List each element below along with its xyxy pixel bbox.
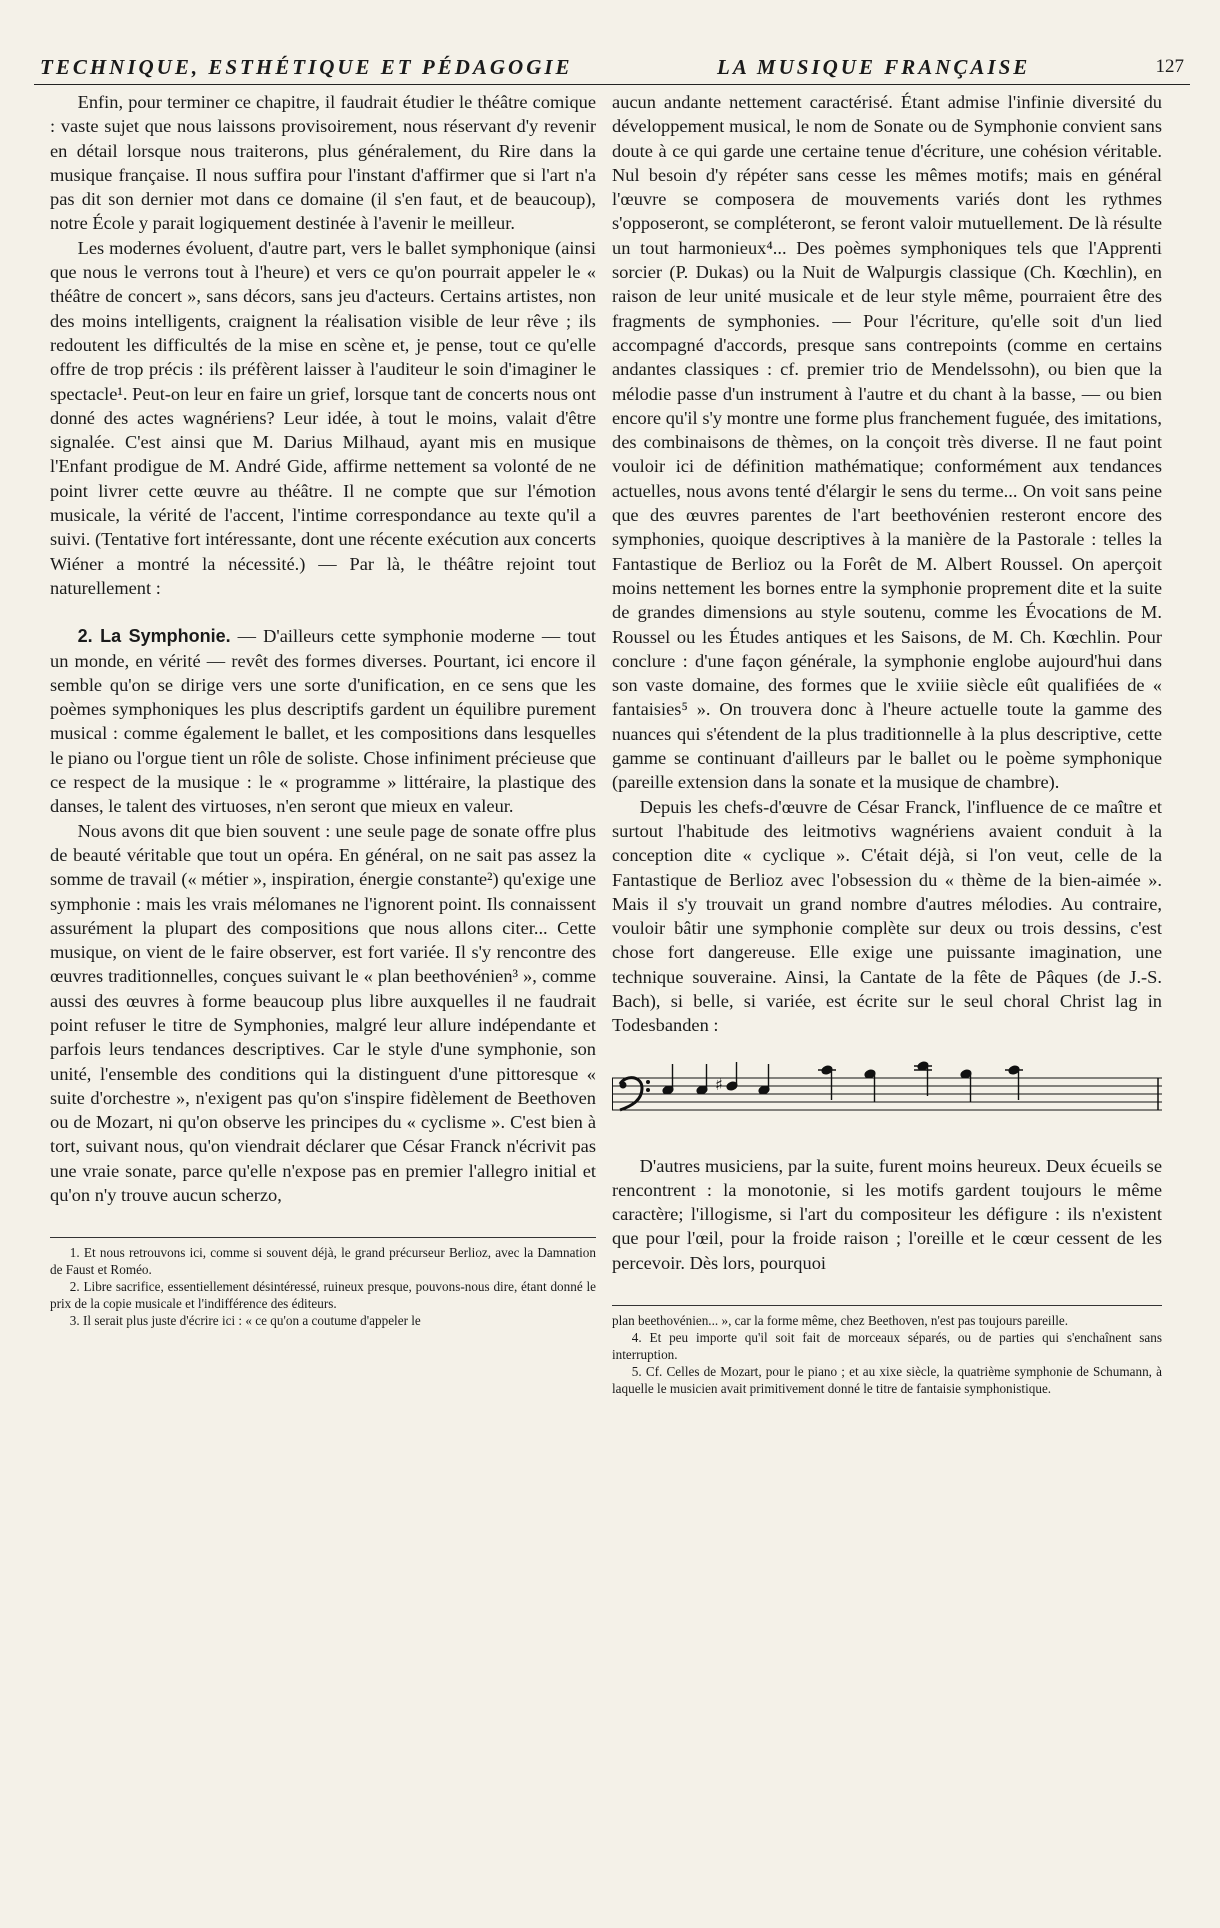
paragraph: aucun andante nettement caractérisé. Étant admise l'infinie diversité du développement musical, le nom de Sonate ou de Symphonie convient sans doute à ce qui garde une certaine tenue d'écriture, une cohésion véritable. Nul besoin d'y répéter sans cesse les mêmes motifs; mais en général l'œuvre se composera de mouvements variés dont les rythmes s'opposeront, se compléteront, se feront valoir mutuellement. De là résulte un tout harmonieux⁴... Des poèmes symphoniques tels que l'Apprenti sorcier (P. Dukas) ou la Nuit de Walpurgis classique (Ch. Kœchlin), en raison de leur unité musicale et de leur style même, pourraient être des fragments de symphonies. — Pour l'écriture, qu'elle soit d'un lied accompagné d'accords, presque sans contrepoints (comme en certains andantes classiques : cf. premier trio de Mendelssohn), ou bien que la mélodie passe d'un instrument à l'autre et du chant à la basse, — ou bien encore qu'il s'y montre une forme plus franchement fuguée, des imitations, des combinaisons de thèmes, on la conçoit très diverse. Il ne faut point vouloir ici de définition mathématique; conformément aux tendances actuelles, nous avons tenté d'élargir le sens du terme... On voit sans peine que des œuvres parentes de l'art beethovénien resteront encore des symphonies, quoique descriptives à la manière de la Pastorale : telles la Fantastique de Berlioz ou la Forêt de M. Albert Roussel. On aperçoit moins nettement les bornes entre la symphonie proprement dite et la suite de grandes dimensions au style soutenu, comme les Évocations de M. Roussel ou les Études antiques et les Saisons, de M. Ch. Kœchlin. Pour conclure : d'une façon générale, la symphonie englobe aujourd'hui dans son vaste domaine, des formes que le xviiie siècle eût qualifiées de « fantaisies⁵ ». On trouvera donc à l'heure actuelle toute la gamme des nuances qui s'étendent de la plus traditionnelle à la plus descriptive, cette gamme se continuant d'ailleurs par le ballet ou le poème symphonique (pareille extension dans la sonate et la musique de chambre). — [612, 92, 1162, 793]
footnote: 1. Et nous retrouvons ici, comme si souvent déjà, le grand précurseur Berlioz, avec la Damnation de Faust et Roméo. — [50, 1245, 596, 1278]
paragraph: Depuis les chefs-d'œuvre de César Franck, l'influence de ce maître et surtout l'habitude des leitmotivs wagnériens avaient conduit à la conception dite « cyclique ». C'était déjà, si l'on veut, celle de la Fantastique de Berlioz avec l'obsession du « thème de la bien-aimée ». Mais il s'y trouvait un grand nombre d'autres mélodies. Au contraire, vouloir bâtir une symphonie complète sur deux ou trois dessins, c'est chose fort dangereuse. Elle exige une puissante imagination, une technique souveraine. Ainsi, la Cantate de la fête de Pâques (de J.-S. Bach), si belle, si variée, est écrite sur le seul choral Christ lag in Todesbanden : — [612, 796, 1162, 1036]
svg-text:♯: ♯ — [715, 1074, 723, 1094]
right-column — [612, 90, 1162, 1397]
footnote: 5. Cf. Celles de Mozart, pour le piano ; et au xixe siècle, la quatrième symphonie de Schumann, à laquelle le musicien avait primitivement donné le titre de fantaisie symphonistique. — [612, 1364, 1162, 1397]
running-head-left: TECHNIQUE, ESTHÉTIQUE ET PÉDAGOGIE — [40, 55, 573, 79]
section-paragraph — [50, 624, 596, 818]
running-head — [34, 54, 1190, 85]
footnote: plan beethovénien... », car la forme même, chez Beethoven, n'est pas toujours pareille. — [612, 1313, 1069, 1329]
paragraph: Nous avons dit que bien souvent : une seule page de sonate offre plus de beauté véritable que tout un opéra. En général, on ne sait pas assez la somme de travail (« métier », inspiration, énergie constante²) qu'exige une symphonie : mais les vrais mélomanes ne l'ignorent point. Ils connaissent assurément la plupart des compositions que nous allons citer... Cette musique, on vient de le faire observer, est fort variée. Il s'y rencontre des œuvres traditionnelles, conçues suivant le « plan beethovénien³ », comme aussi des œuvres à forme beaucoup plus libre auxquelles il ne faudrait point refuser le titre de Symphonies, malgré leur allure indépendante et parfois leurs tendances descriptives. Car le style d'une symphonie, son unité, l'ensemble des conditions qui la distinguent d'une pittoresque « suite d'orchestre », n'exigent pas qu'on s'inspire fidèlement de Beethoven ou de Mozart, ni qu'on observe les principes du « cyclisme ». C'est bien à tort, suivant nous, qu'on viendrait déclarer que César Franck n'écrivit pas une vraie sonate, parce qu'elle n'expose pas en premier l'allegro initial et qu'on n'y trouve aucun scherzo, — [50, 820, 596, 1206]
footnote: 2. Libre sacrifice, essentiellement désintéressé, ruineux presque, pouvons-nous dire, étant donné le prix de la copie musicale et l'indifférence des éditeurs. — [50, 1279, 596, 1312]
footnote: 3. Il serait plus juste d'écrire ici : « ce qu'on a coutume d'appeler le — [69, 1313, 421, 1329]
paragraph-text: — D'ailleurs cette symphonie moderne — tout un monde, en vérité — revêt des formes diverses. Pourtant, ici encore il semble qu'on se dirige vers une sorte d'unification, en ce sens que les poèmes symphoniques les plus descriptifs gardent un équilibre purement musical : comme également le ballet, et les compositions dans lesquelles le piano ou l'orgue tient un rôle de soliste. Chose infiniment précieuse que ce respect de la musique : le « programme » littéraire, la plastique des danses, le talent des virtuoses, n'en seront que mieux en valeur. — [50, 626, 596, 817]
running-head-right: LA MUSIQUE FRANÇAISE — [717, 55, 1031, 79]
paragraph: Les modernes évoluent, d'autre part, vers le ballet symphonique (ainsi que nous le verrons tout à l'heure) et vers ce qu'on pourrait appeler le « théâtre de concert », sans décors, sans jeu d'acteurs. Certains artistes, non des moins intelligents, craignent la réalisation visible de leur rêve ; ils redoutent les difficultés de la mise en scène et, je pense, tout ce qu'elle offre de trop précis : ils préfèrent laisser à l'auditeur le soin d'imaginer le spectacle¹. Peut-on leur en faire un grief, lorsque tant de concerts nous ont donné des actes wagnériens? Leur idée, à tout le moins, valait d'être signalée. C'est ainsi que M. Darius Milhaud, ayant mis en musique l'Enfant prodigue de M. André Gide, affirme nettement sa volonté de ne point livrer cette œuvre au théâtre. Il ne compte que sur l'émotion musicale, la vérité de l'accent, l'intime correspondance au texte qu'il a suivi. (Tentative fort intéressante, dont une récente exécution aux concerts Wiéner a montré la nécessité.) — Par là, le théâtre rejoint tout naturellement : — [50, 237, 596, 598]
footnote-rule — [50, 1237, 596, 1238]
paragraph: Enfin, pour terminer ce chapitre, il faudrait étudier le théâtre comique : vaste sujet que nous laissons provisoirement, nous réservant d'y revenir en détail lorsque nous traiterons, plus généralement, du Rire dans la musique française. Il nous suffira pour l'instant d'affirmer que si l'art n'a pas dit son dernier mot dans ce domaine (il s'en faut, et de beaucoup), notre École y parait logiquement destinée à l'avenir le meilleur. — [50, 92, 596, 234]
music-staff — [612, 1060, 1162, 1134]
paragraph: D'autres musiciens, par la suite, furent moins heureux. Deux écueils se rencontrent : la monotonie, si les motifs gardent toujours le même caractère; l'illogisme, si l'art du compositeur les défigure : ils n'existent que pour l'œil, pour la froide raison ; l'oreille et le cœur cessent de les percevoir. Dès lors, pourquoi — [612, 1155, 1162, 1273]
section-title: 2. La Symphonie. — [77, 626, 231, 647]
notes — [662, 1060, 1023, 1101]
left-column — [50, 90, 596, 1329]
page-number: 127 — [1155, 56, 1184, 77]
footnote: 4. Et peu importe qu'il soit fait de morceaux séparés, ou de parties qui s'enchaînent sans interruption. — [612, 1330, 1162, 1363]
footnote-rule — [612, 1305, 1162, 1306]
music-excerpt — [612, 1060, 1162, 1134]
